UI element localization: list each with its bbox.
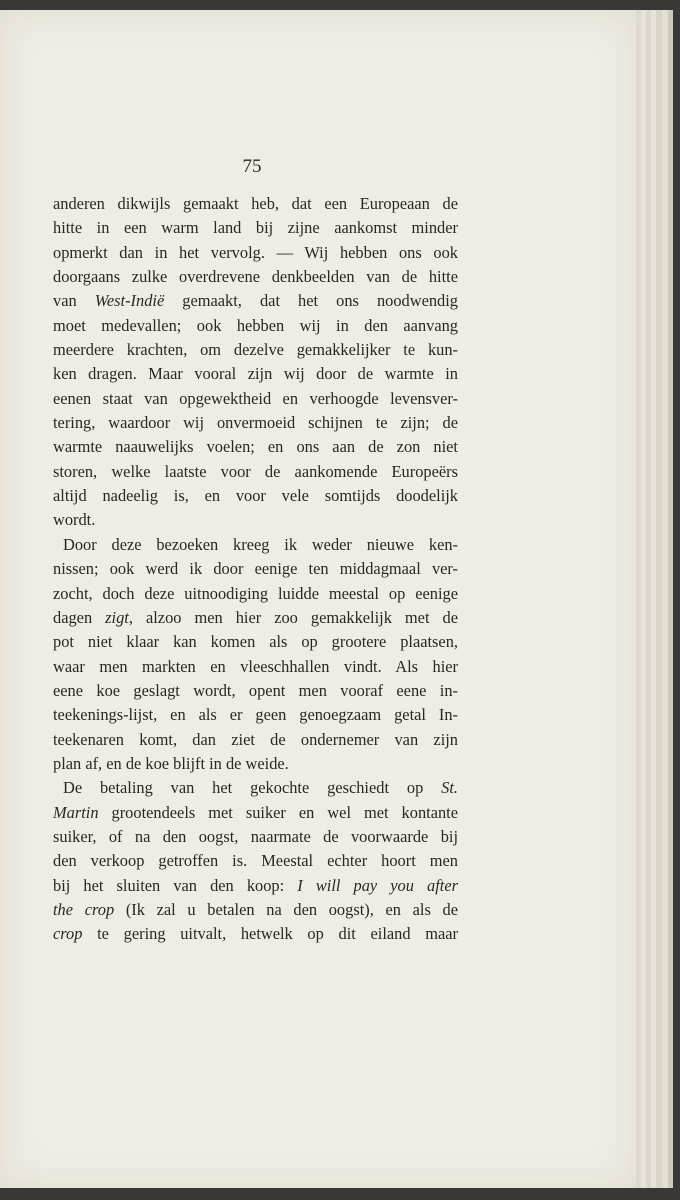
text-line bbox=[53, 825, 458, 849]
text-run: moet medevallen; ook hebben wij in den aanvang bbox=[53, 315, 458, 335]
text-line bbox=[53, 533, 458, 557]
text-run: pot niet klaar kan komen als op grootere plaatsen, bbox=[53, 632, 458, 652]
text-line bbox=[53, 606, 458, 630]
text-line bbox=[53, 582, 458, 606]
italic-run: crop bbox=[53, 924, 83, 944]
text-line bbox=[53, 387, 458, 411]
text-run: plan af, en de koe blijft in de weide. bbox=[53, 753, 289, 773]
text-run: ken dragen. Maar vooral zijn wij door de warmte in bbox=[53, 364, 458, 384]
text-run: opmerkt dan in het vervolg. — Wij hebben ons ook bbox=[53, 242, 458, 262]
text-run: gemaakt, dat het ons noodwendig bbox=[164, 291, 458, 311]
text-line bbox=[53, 241, 458, 265]
text-line bbox=[53, 776, 458, 800]
text-run: waar men markten en vleeschhallen vindt. Als hier bbox=[53, 656, 458, 676]
text-line bbox=[53, 557, 458, 581]
text-line bbox=[53, 289, 458, 313]
page-edge bbox=[668, 10, 673, 1188]
text-line bbox=[53, 314, 458, 338]
text-line bbox=[53, 655, 458, 679]
text-line bbox=[53, 679, 458, 703]
text-run: dagen bbox=[53, 607, 106, 627]
text-line bbox=[53, 411, 458, 435]
text-line bbox=[53, 362, 458, 386]
text-run: zocht, doch deze uitnoodiging luidde meestal op eenige bbox=[53, 583, 458, 603]
text-run: anderen dikwijls gemaakt heb, dat een Europeaan de bbox=[53, 194, 458, 213]
text-line bbox=[53, 484, 458, 508]
text-line bbox=[53, 192, 458, 216]
text-run: teekenaren komt, dan ziet de ondernemer van zijn bbox=[53, 729, 458, 749]
text-run: , alzoo men hier zoo gemakkelijk met de bbox=[128, 607, 458, 627]
text-run: De betaling van het gekochte geschiedt op bbox=[63, 778, 442, 798]
text-run: warmte naauwelijks voelen; en ons aan de zon niet bbox=[53, 437, 458, 457]
body-text bbox=[53, 192, 458, 947]
book-page bbox=[0, 10, 636, 1188]
text-run: meerdere krachten, om dezelve gemakkelijker te kun- bbox=[53, 340, 458, 360]
text-line bbox=[53, 435, 458, 459]
text-run: wordt. bbox=[53, 510, 96, 530]
text-run: nissen; ook werd ik door eenige ten middagmaal ver- bbox=[53, 559, 458, 579]
text-line bbox=[53, 849, 458, 873]
text-run: bij het sluiten van den koop: bbox=[53, 875, 298, 895]
text-run: hitte in een warm land bij zijne aankomst minder bbox=[53, 218, 458, 238]
italic-run: St. bbox=[441, 778, 458, 798]
text-line bbox=[53, 703, 458, 727]
text-run: van bbox=[53, 291, 95, 311]
text-line bbox=[53, 801, 458, 825]
text-line bbox=[53, 508, 458, 532]
italic-run: zigt bbox=[105, 607, 129, 627]
text-run: altijd nadeelig is, en voor vele somtijds doodelijk bbox=[53, 486, 458, 506]
page-number: 75 bbox=[242, 156, 262, 177]
text-run: grootendeels met suiker en wel met kontante bbox=[98, 802, 458, 822]
text-run: tering, waardoor wij onvermoeid schijnen te zijn; de bbox=[53, 413, 458, 433]
text-line bbox=[53, 898, 458, 922]
italic-run: West-Indië bbox=[94, 291, 165, 311]
text-run: doorgaans zulke overdrevene denkbeelden van de hitte bbox=[53, 267, 458, 287]
text-run: teekenings-lijst, en als er geen genoegzaam getal In- bbox=[53, 705, 458, 725]
text-line bbox=[53, 216, 458, 240]
text-run: te gering uitvalt, hetwelk op dit eiland maar bbox=[82, 924, 458, 944]
text-line bbox=[53, 338, 458, 362]
text-line bbox=[53, 265, 458, 289]
italic-run: Martin bbox=[53, 802, 99, 822]
text-run: (Ik zal u betalen na den oogst), en als de bbox=[114, 899, 458, 919]
text-line bbox=[53, 728, 458, 752]
text-line bbox=[53, 874, 458, 898]
text-run: suiker, of na den oogst, naarmate de voorwaarde bij bbox=[53, 826, 458, 846]
text-run: eenen staat van opgewektheid en verhoogde levensver- bbox=[53, 388, 458, 408]
text-run: eene koe geslagt wordt, opent men vooraf eene in- bbox=[53, 680, 458, 700]
text-line bbox=[53, 460, 458, 484]
text-run: Door deze bezoeken kreeg ik weder nieuwe ken- bbox=[63, 534, 458, 554]
text-line bbox=[53, 752, 458, 776]
italic-run: I will pay you after bbox=[297, 875, 458, 895]
text-line bbox=[53, 922, 458, 946]
italic-run: the crop bbox=[53, 899, 115, 919]
text-run: den verkoop getroffen is. Meestal echter hoort men bbox=[53, 851, 458, 871]
text-run: storen, welke laatste voor de aankomende Europeërs bbox=[53, 461, 458, 481]
text-line bbox=[53, 630, 458, 654]
